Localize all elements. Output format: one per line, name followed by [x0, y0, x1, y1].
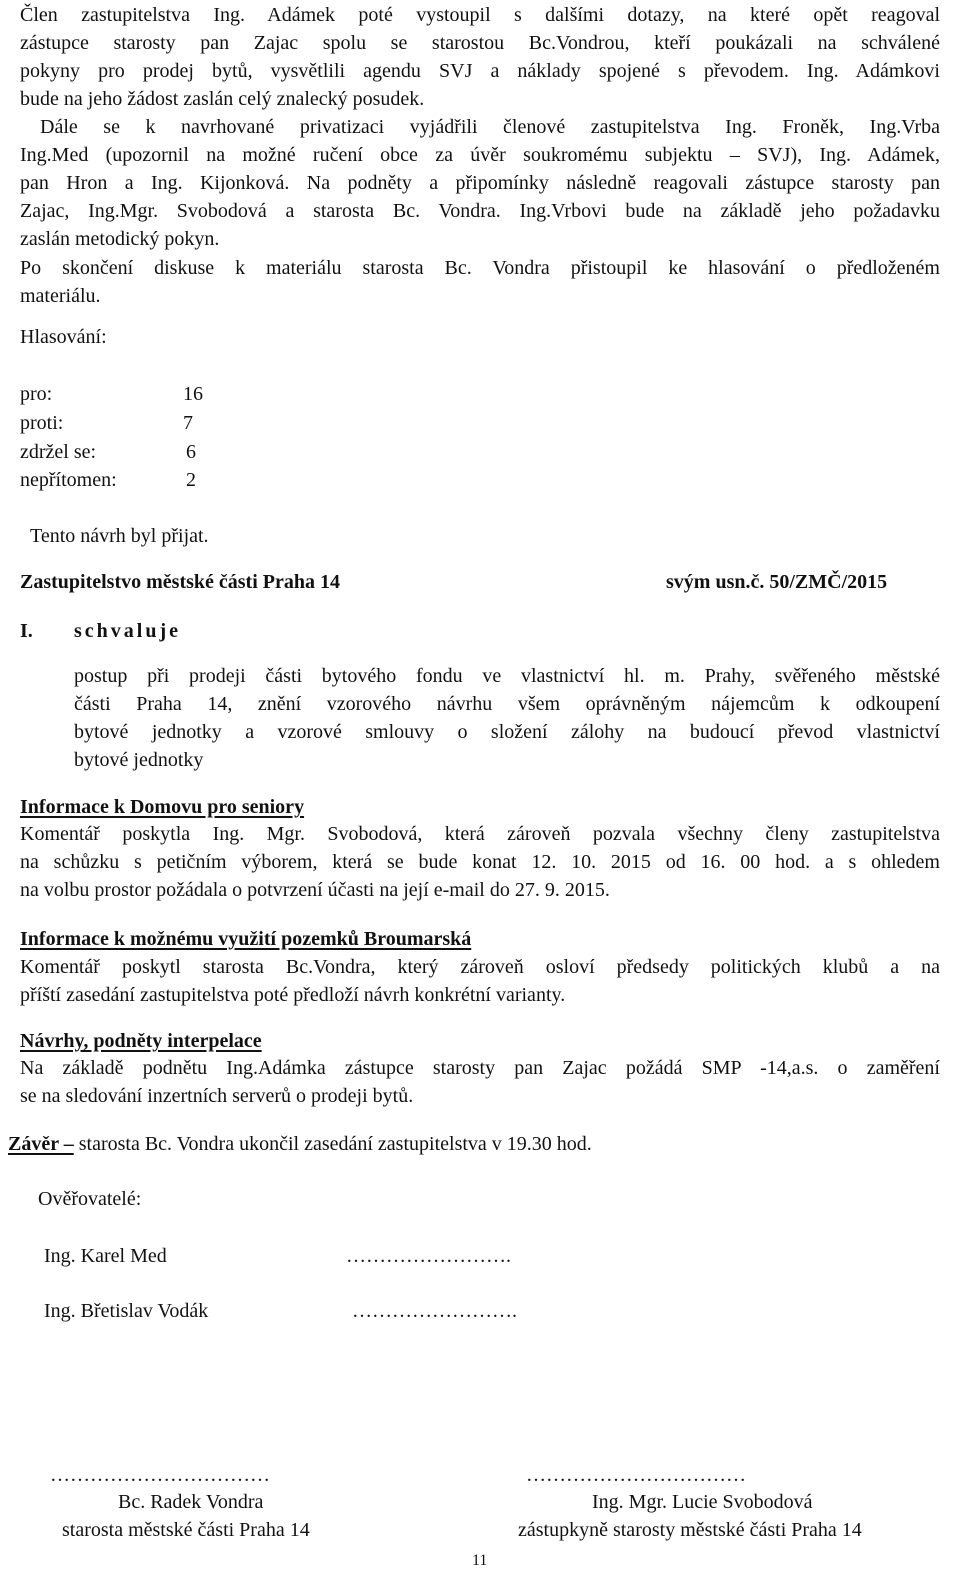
- seniors-heading: Informace k Domovu pro seniory: [20, 796, 305, 818]
- verifier-signature-line-2: …………………….: [352, 1300, 517, 1322]
- vote-zdrzel-value: 6: [186, 441, 196, 463]
- signature-role-deputy: zástupkyně starosty městské části Praha 14: [518, 1519, 862, 1541]
- proposals-heading: Návrhy, podněty interpelace: [20, 1030, 262, 1052]
- vote-nepritomen-label: nepřítomen:: [20, 469, 117, 491]
- resolution-verb: schvaluje: [74, 620, 181, 642]
- signature-name-deputy: Ing. Mgr. Lucie Svobodová: [592, 1491, 813, 1513]
- conclusion-text: starosta Bc. Vondra ukončil zasedání zastupitelstva v 19.30 hod.: [73, 1133, 592, 1155]
- intro-line-3: pokyny pro prodej bytů, vysvětlili agendu SVJ a náklady spojené s převodem. Ing. Adámkovi: [20, 60, 940, 82]
- discussion-line-2: Ing.Med (upozornil na možné ručení obce za úvěr soukromému subjektu – SVJ), Ing. Adámek,: [20, 144, 940, 166]
- verifier-name-2: Ing. Břetislav Vodák: [44, 1300, 209, 1322]
- vote-intro-line-2: materiálu.: [20, 285, 101, 307]
- vote-zdrzel-label: zdržel se:: [20, 441, 97, 463]
- broumarska-heading: Informace k možnému využití pozemků Broumarská: [20, 928, 472, 950]
- discussion-line-4: Zajac, Ing.Mgr. Svobodová a starosta Bc. Vondra. Ing.Vrbovi bude na základě jeho požadavku: [20, 200, 940, 222]
- signature-line-deputy: ……………………………: [526, 1464, 746, 1486]
- intro-line-1: Člen zastupitelstva Ing. Adámek poté vystoupil s dalšími dotazy, na které opět reagoval: [20, 4, 940, 26]
- vote-proti-value: 7: [183, 412, 193, 434]
- conclusion-label: Závěr –: [8, 1133, 74, 1155]
- vote-intro-line-1: Po skončení diskuse k materiálu starosta Bc. Vondra přistoupil ke hlasování o předloženém: [20, 257, 940, 279]
- seniors-text-line-1: Komentář poskytla Ing. Mgr. Svobodová, která zároveň pozvala všechny členy zastupitelstva: [20, 823, 940, 845]
- vote-pro-label: pro:: [20, 383, 53, 405]
- conclusion: [8, 1134, 592, 1154]
- resolution-text-line-2: části Praha 14, znění vzorového návrhu všem oprávněným nájemcům k odkoupení: [74, 693, 940, 715]
- vote-proti-label: proti:: [20, 412, 64, 434]
- vote-nepritomen-value: 2: [186, 469, 196, 491]
- resolution-number: svým usn.č. 50/ZMČ/2015: [666, 571, 888, 593]
- verifier-name-1: Ing. Karel Med: [44, 1245, 167, 1267]
- intro-line-4: bude na jeho žádost zaslán celý znalecký posudek.: [20, 88, 425, 110]
- resolution-roman: I.: [20, 620, 33, 642]
- verifier-signature-line-1: …………………….: [346, 1245, 511, 1267]
- vote-pro-value: 16: [183, 383, 203, 405]
- voting-heading: Hlasování:: [20, 326, 107, 348]
- resolution-body: Zastupitelstvo městské části Praha 14: [20, 571, 340, 593]
- resolution-text-line-4: bytové jednotky: [74, 749, 204, 771]
- verifiers-heading: Ověřovatelé:: [38, 1188, 142, 1210]
- signature-name-mayor: Bc. Radek Vondra: [118, 1491, 264, 1513]
- resolution-text-line-1: postup při prodeji části bytového fondu ve vlastnictví hl. m. Prahy, svěřeného městské: [74, 665, 940, 687]
- discussion-line-3: pan Hron a Ing. Kijonková. Na podněty a připomínky následně reagovali zástupce starosty pan: [20, 172, 940, 194]
- discussion-line-1: Dále se k navrhované privatizaci vyjádřili členové zastupitelstva Ing. Froněk, Ing.Vrba: [40, 116, 940, 138]
- page-number: 11: [472, 1552, 488, 1569]
- proposals-text-line-2: se na sledování inzertních serverů o prodeji bytů.: [20, 1085, 414, 1107]
- broumarska-text-line-1: Komentář poskytl starosta Bc.Vondra, který zároveň osloví předsedy politických klubů a na: [20, 956, 940, 978]
- resolution-text-line-3: bytové jednotky a vzorové smlouvy o složení zálohy na budoucí převod vlastnictví: [74, 721, 940, 743]
- intro-line-2: zástupce starosty pan Zajac spolu se starostou Bc.Vondrou, kteří poukázali na schválené: [20, 32, 940, 54]
- signature-line-mayor: ……………………………: [50, 1464, 270, 1486]
- signature-role-mayor: starosta městské části Praha 14: [62, 1519, 310, 1541]
- vote-result: Tento návrh byl přijat.: [30, 525, 209, 547]
- broumarska-text-line-2: příští zasedání zastupitelstva poté předloží návrh konkrétní varianty.: [20, 984, 566, 1006]
- seniors-text-line-3: na volbu prostor požádala o potvrzení účasti na její e-mail do 27. 9. 2015.: [20, 879, 610, 901]
- proposals-text-line-1: Na základě podnětu Ing.Adámka zástupce starosty pan Zajac požádá SMP -14,a.s. o zaměření: [20, 1057, 940, 1079]
- discussion-line-5: zaslán metodický pokyn.: [20, 228, 220, 250]
- seniors-text-line-2: na schůzku s petičním výborem, která se bude konat 12. 10. 2015 od 16. 00 hod. a s ohledem: [20, 851, 940, 873]
